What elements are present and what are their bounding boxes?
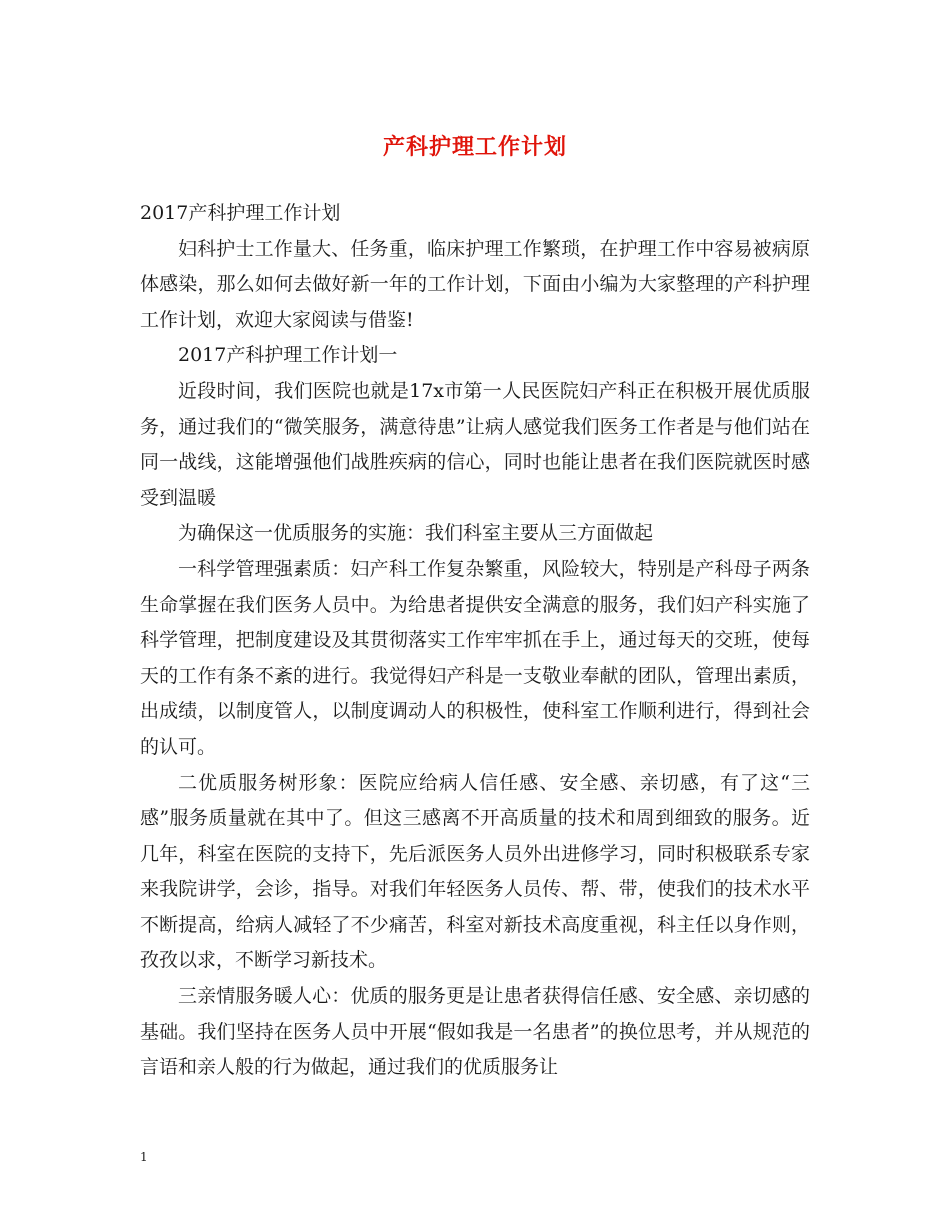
document-title: 产科护理工作计划 — [382, 134, 567, 160]
subtitle-line: 2017产科护理工作计划 — [140, 202, 341, 224]
paragraph: 一科学管理强素质：妇产科工作复杂繁重，风险较大，特别是产科母子两条生命掌握在我们医务人员中。为给患者提供安全满意的服务，我们妇产科实施了科学管理，把制度建设及其贯彻落实工作牢牢抓在手上，通过每天的交班，使每天的工作有条不紊的进行。我觉得妇产科是一支敬业奉献的团队，管理出素质，出成绩，以制度管人，以制度调动人的积极性，使科室工作顺利进行，得到社会的认可。 — [140, 557, 810, 758]
page-number: 1 — [140, 1150, 148, 1164]
paragraph: 近段时间，我们医院也就是17x市第一人民医院妇产科正在积极开展优质服务，通过我们的“微笑服务，满意待患”让病人感觉我们医务工作者是与他们站在同一战线，这能增强他们战胜疾病的信心，同时也能让患者在我们医院就医时感受到温暖 — [140, 379, 810, 509]
document-body — [140, 196, 810, 1086]
intro-paragraph: 妇科护士工作量大、任务重，临床护理工作繁琐，在护理工作中容易被病原体感染，那么如何去做好新一年的工作计划，下面由小编为大家整理的产科护理工作计划，欢迎大家阅读与借鉴! — [140, 237, 810, 331]
section-heading: 2017产科护理工作计划一 — [178, 344, 398, 367]
paragraph: 二优质服务树形象：医院应给病人信任感、安全感、亲切感，有了这“三感”服务质量就在其中了。但这三感离不开高质量的技术和周到细致的服务。近几年，科室在医院的支持下，先后派医务人员外出进修学习，同时积极联系专家来我院讲学，会诊，指导。对我们年轻医务人员传、帮、带，使我们的技术水平不断提高，给病人减轻了不少痛苦，科室对新技术高度重视，科主任以身作则，孜孜以求，不断学习新技术。 — [140, 771, 810, 972]
paragraph: 三亲情服务暖人心：优质的服务更是让患者获得信任感、安全感、亲切感的基础。我们坚持在医务人员中开展“假如我是一名患者”的换位思考，并从规范的言语和亲人般的行为做起，通过我们的优质服务让 — [140, 985, 810, 1079]
paragraph: 为确保这一优质服务的实施：我们科室主要从三方面做起 — [178, 522, 654, 545]
